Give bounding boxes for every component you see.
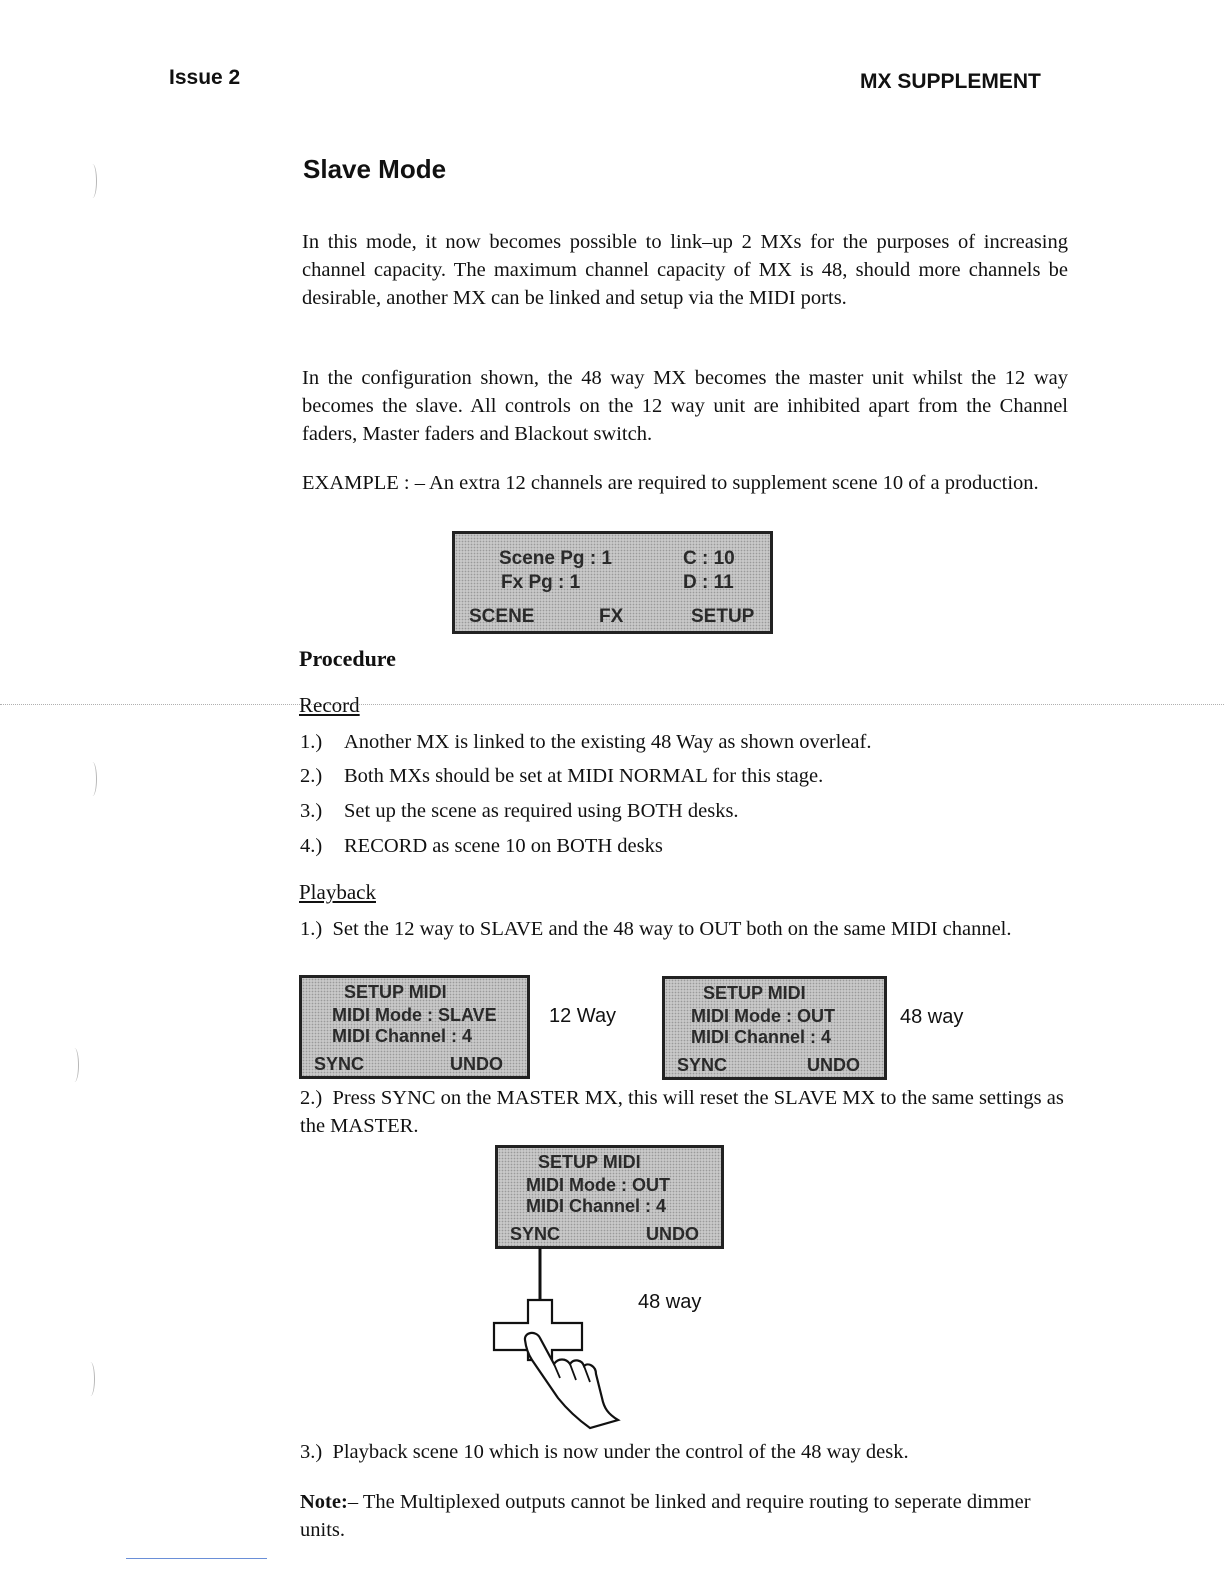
supplement-label: MX SUPPLEMENT (860, 70, 1041, 93)
margin-mark (86, 1362, 95, 1396)
lcd-line-setup-midi: SETUP MIDI (344, 982, 447, 1002)
step-text: Playback scene 10 which is now under the control of the 48 way desk. (332, 1441, 909, 1463)
page-title: Slave Mode (303, 154, 447, 184)
lcd-line-midi-mode: MIDI Mode : OUT (691, 1006, 835, 1026)
lcd-setup-midi-out (662, 976, 887, 1080)
playback-step-3 (300, 1438, 1066, 1466)
lcd-setup-midi-slave (299, 975, 530, 1079)
caption-48-way-master: 48 way (638, 1291, 702, 1313)
step-text: Set up the scene as required using BOTH desks. (344, 800, 739, 822)
margin-mark (88, 762, 97, 796)
lcd-softkey-fx: FX (599, 606, 624, 627)
example-paragraph: EXAMPLE : – An extra 12 channels are required to supplement scene 10 of a production. (302, 472, 1039, 494)
lcd-line-midi-channel: MIDI Channel : 4 (332, 1026, 473, 1046)
playback-heading: Playback (299, 880, 376, 904)
issue-label: Issue 2 (169, 66, 241, 89)
lcd-softkey-sync: SYNC (677, 1055, 728, 1075)
lcd-fx-pg: Fx Pg : 1 (501, 572, 581, 593)
record-step-2 (300, 762, 1070, 790)
scan-dotted-line (0, 704, 1224, 705)
step-text: Press SYNC on the MASTER MX, this will reset the SLAVE MX to the same settings as the MASTER. (300, 1087, 1064, 1137)
lcd-line-setup-midi: SETUP MIDI (703, 983, 806, 1003)
step-text: Both MXs should be set at MIDI NORMAL for this stage. (344, 765, 824, 787)
footer-rule (126, 1558, 267, 1559)
step-number: 3.) (300, 800, 323, 822)
lcd-softkey-undo: UNDO (450, 1054, 503, 1074)
lcd-softkey-scene: SCENE (469, 606, 535, 627)
hand-pressing-sync-icon (480, 1248, 640, 1433)
playback-step-1 (300, 915, 1066, 943)
lcd-line-midi-channel: MIDI Channel : 4 (691, 1027, 832, 1047)
lcd-d-value: D : 11 (683, 572, 734, 593)
note-label: Note: (300, 1491, 348, 1513)
lcd-line-midi-mode: MIDI Mode : SLAVE (332, 1005, 497, 1025)
procedure-heading: Procedure (299, 646, 396, 671)
lcd-line-midi-mode: MIDI Mode : OUT (526, 1175, 670, 1195)
record-step-1 (300, 728, 1070, 756)
lcd-scene-display (452, 531, 773, 634)
step-text: Set the 12 way to SLAVE and the 48 way to OUT both on the same MIDI channel. (332, 918, 1012, 940)
lcd-setup-midi-master (495, 1145, 724, 1249)
step-number: 3.) (300, 1441, 323, 1463)
lcd-c-value: C : 10 (683, 548, 735, 569)
note-text: – The Multiplexed outputs cannot be linked and require routing to seperate dimmer units. (300, 1491, 1031, 1541)
lcd-softkey-undo: UNDO (807, 1055, 860, 1075)
lcd-line-setup-midi: SETUP MIDI (538, 1152, 641, 1172)
caption-48-way: 48 way (900, 1006, 964, 1028)
lcd-scene-pg: Scene Pg : 1 (499, 548, 612, 569)
step-number: 2.) (300, 765, 323, 787)
margin-mark (70, 1048, 79, 1082)
intro-paragraph: In this mode, it now becomes possible to link–up 2 MXs for the purposes of increasing channel capacity. The maximum channel capacity of MX is 48, should more channels be desirable, another MX can be linked and setup via the MIDI ports. (302, 231, 1068, 309)
step-number: 1.) (300, 731, 323, 753)
step-number: 2.) (300, 1087, 323, 1109)
note-paragraph (300, 1488, 1066, 1544)
caption-12-way: 12 Way (549, 1005, 617, 1027)
config-paragraph: In the configuration shown, the 48 way MX becomes the master unit whilst the 12 way becomes the slave. All controls on the 12 way unit are inhibited apart from the Channel faders, Master faders and Blackout switch. (302, 367, 1068, 445)
record-step-4 (300, 832, 1070, 860)
record-heading: Record (299, 693, 360, 717)
lcd-softkey-sync: SYNC (510, 1224, 561, 1244)
lcd-softkey-setup: SETUP (691, 606, 755, 627)
lcd-softkey-sync: SYNC (314, 1054, 365, 1074)
playback-step-2 (300, 1084, 1066, 1140)
step-number: 4.) (300, 835, 323, 857)
margin-mark (88, 164, 97, 198)
step-text: Another MX is linked to the existing 48 Way as shown overleaf. (344, 731, 872, 753)
step-text: RECORD as scene 10 on BOTH desks (344, 835, 663, 857)
step-number: 1.) (300, 918, 323, 940)
record-step-3 (300, 797, 1070, 825)
lcd-softkey-undo: UNDO (646, 1224, 699, 1244)
lcd-line-midi-channel: MIDI Channel : 4 (526, 1196, 667, 1216)
